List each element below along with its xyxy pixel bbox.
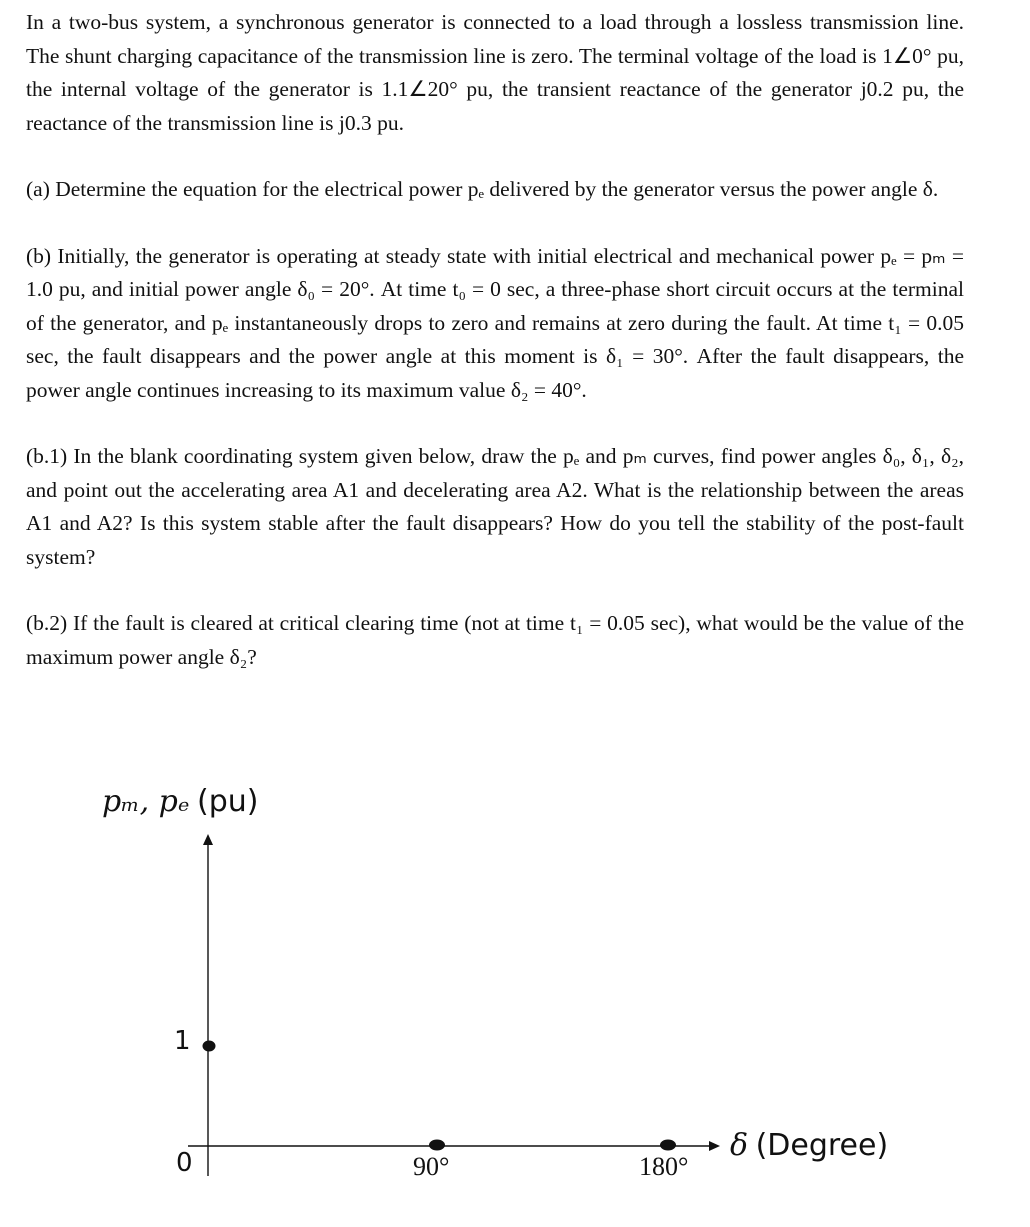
point-90-degrees [429,1140,445,1151]
x-axis-arrow [709,1141,720,1151]
part-a-paragraph: (a) Determine the equation for the electrical power pₑ delivered by the generator versus the power angle δ. [26,177,939,201]
y-axis-unit: (pu) [197,784,259,819]
part-b-paragraph: (b) Initially, the generator is operating at steady state with initial electrical and mechanical power pₑ = pₘ = 1.0 pu, and initial power angle δ₀ = 20°. At time t₀ = 0 sec, a three-phase short circuit occurs at the terminal of the generator, and pₑ instantaneously drops to zero and remains at zero during the fault. At time t₁ = 0.05 sec, the fault disappears and the power angle at this moment is δ₁ = 30°. After the fault disappears, the power angle continues increasing to its maximum value δ₂ = 40°. [26,243,964,402]
tick-label-zero: 0 [176,1148,193,1178]
y-axis-arrow [203,834,213,845]
tick-label-90: 90° [413,1152,450,1181]
tick-label-180: 180° [639,1152,689,1181]
part-b2-paragraph: (b.2) If the fault is cleared at critical clearing time (not at time t₁ = 0.05 sec), what would be the value of the maximum power angle δ₂? [26,611,964,669]
x-axis-label [730,1128,888,1163]
x-axis-symbol: δ [730,1128,749,1163]
problem-text [26,6,964,674]
y-axis-label [102,784,258,819]
part-b1-paragraph: (b.1) In the blank coordinating system given below, draw the pₑ and pₘ curves, find power angles δ₀, δ₁, δ₂, and point out the accelerating area A1 and decelerating area A2. What is the relationship between the areas A1 and A2? Is this system stable after the fault disappears? How do you tell the stability of the post-fault system? [26,444,964,569]
intro-paragraph: In a two-bus system, a synchronous generator is connected to a load through a lossless transmission line. The shunt charging capacitance of the transmission line is zero. The terminal voltage of the load is 1∠0° pu, the internal voltage of the generator is 1.1∠20° pu, the transient reactance of the generator j0.2 pu, the reactance of the transmission line is j0.3 pu. [26,10,964,135]
y-axis-symbols: pₘ, pₑ [102,784,190,819]
tick-label-one: 1 [174,1026,191,1056]
point-180-degrees [660,1140,676,1151]
x-axis-unit: (Degree) [755,1128,889,1163]
power-angle-axes [0,770,1030,1227]
point-one-pu [203,1041,216,1052]
